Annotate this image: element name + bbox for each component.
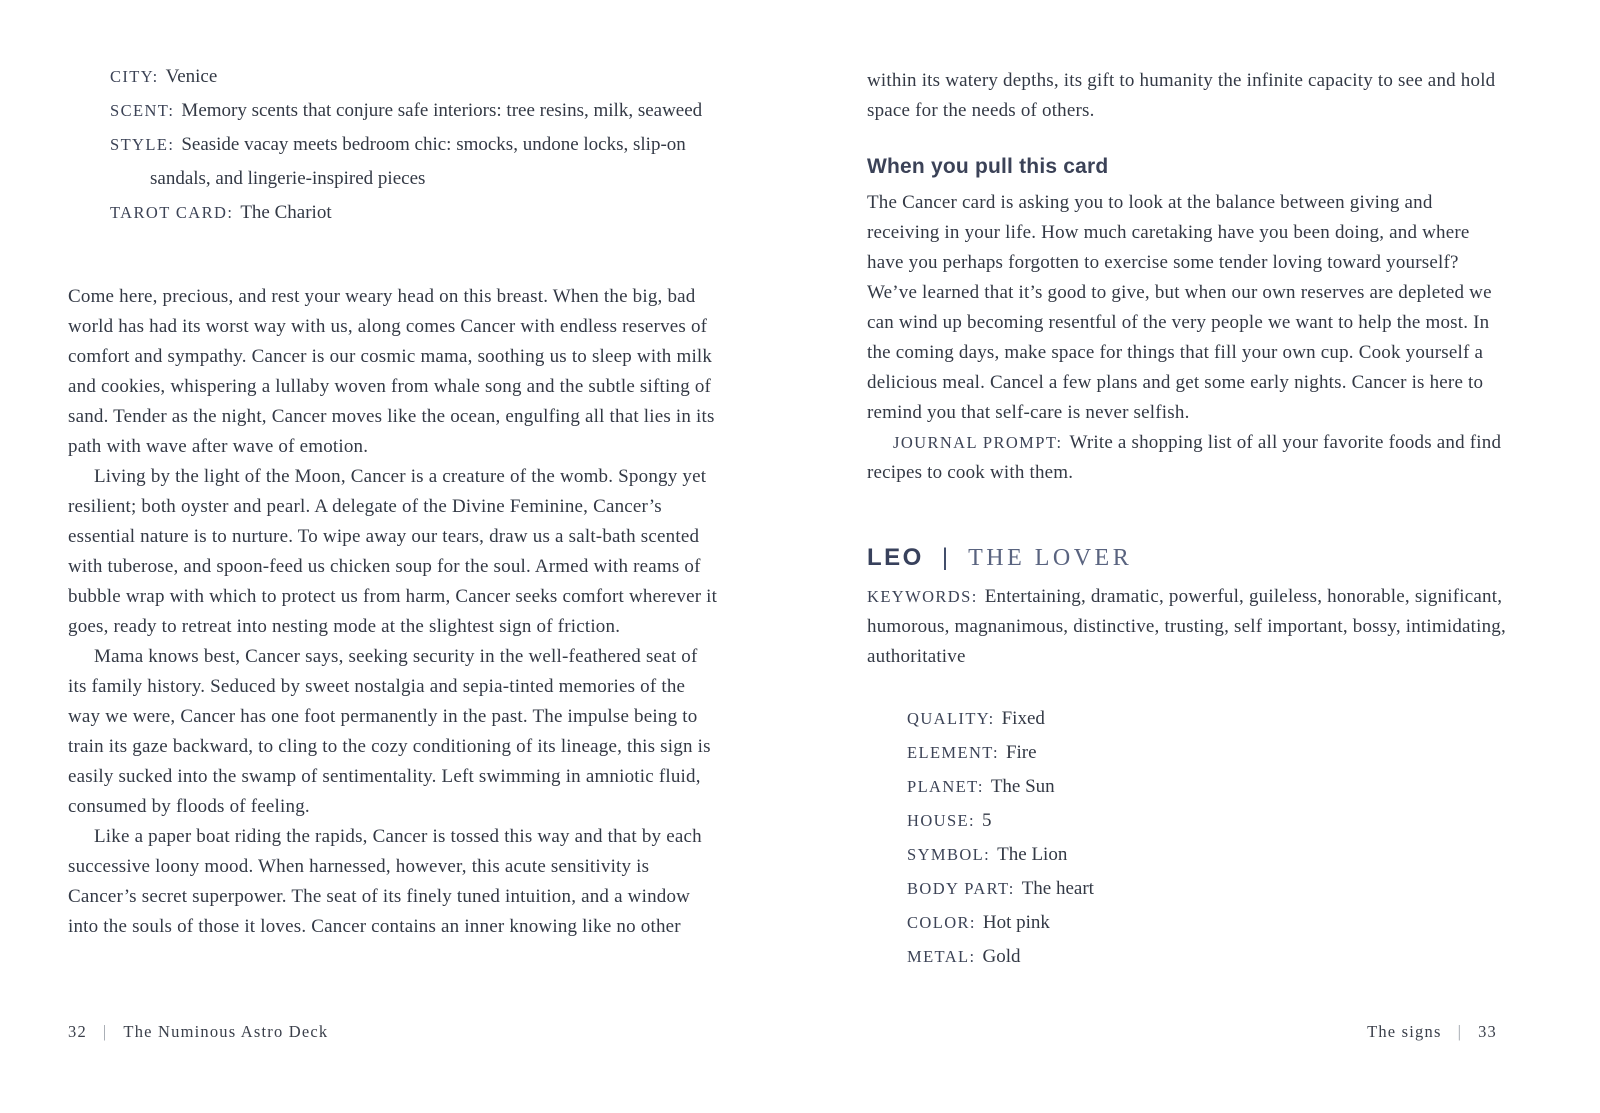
attribute-value: Seaside vacay meets bedroom chic: smocks, undone locks, slip-on sandals, and lingerie-inspired pieces: [150, 134, 686, 189]
attribute-value: The Sun: [990, 776, 1055, 797]
continuation-paragraph: within its watery depths, its gift to humanity the infinite capacity to see and hold space for the needs of others.: [867, 70, 1496, 121]
attribute-label: QUALITY:: [907, 709, 995, 728]
attribute-row-element: [867, 736, 1507, 770]
attribute-label: BODY PART:: [907, 879, 1015, 898]
attribute-row-style: [68, 128, 718, 196]
keywords-paragraph: [867, 582, 1507, 672]
attribute-value: Memory scents that conjure safe interiors: tree resins, milk, seaweed: [181, 100, 703, 121]
book-title: The Numinous Astro Deck: [123, 1022, 329, 1041]
attribute-row-house: [867, 804, 1507, 838]
attribute-value: The heart: [1021, 878, 1094, 899]
leo-section: [867, 544, 1507, 974]
keywords-text: Entertaining, dramatic, powerful, guileless, honorable, significant, humorous, magnanimous, distinctive, trusting, self important, bossy, intimidating, authoritative: [867, 586, 1506, 667]
attribute-row-symbol: [867, 838, 1507, 872]
section-heading: When you pull this card: [867, 155, 1109, 178]
attribute-label: TAROT CARD:: [110, 203, 234, 222]
journal-prompt-label: JOURNAL PROMPT:: [893, 433, 1063, 452]
attribute-row-quality: [867, 702, 1507, 736]
page-number: 32: [68, 1022, 87, 1041]
when-you-pull-section: [867, 155, 1507, 488]
paragraph: Living by the light of the Moon, Cancer is a creature of the womb. Spongy yet resilient; both oyster and pearl. A delegate of the Divine Feminine, Cancer’s essential nature is to nurture. To wipe away our tears, draw us a salt-bath scented with tuberose, and spoon-feed us chicken soup for the soul. Armed with reams of bubble wrap with which to protect us from harm, Cancer seeks comfort wherever it goes, ready to retreat into nesting mode at the slightest sign of friction.: [68, 466, 718, 637]
attribute-label: SCENT:: [110, 101, 175, 120]
attribute-row-planet: [867, 770, 1507, 804]
attribute-row-city: [68, 60, 718, 94]
attribute-label: COLOR:: [907, 913, 976, 932]
paragraph: Like a paper boat riding the rapids, Cancer is tossed this way and that by each successive loony mood. When harnessed, however, this acute sensitivity is Cancer’s secret superpower. The seat of its finely tuned intuition, and a window into the souls of those it loves. Cancer contains an inner knowing like no other: [68, 826, 702, 937]
attribute-label: ELEMENT:: [907, 743, 999, 762]
paragraph: The Cancer card is asking you to look at the balance between giving and receiving in your life. How much caretaking have you been doing, and where have you perhaps forgotten to exercise some tender loving toward yourself? We’ve learned that it’s good to give, but when our own reserves are depleted we can wind up becoming resentful of the very people we want to help the most. In the coming days, make space for things that fill your own cup. Cook yourself a delicious meal. Cancel a few plans and get some early nights. Cancer is here to remind you that self-care is never selfish.: [867, 192, 1492, 423]
attribute-value: Fire: [1005, 742, 1037, 763]
heading-separator: |: [941, 544, 949, 571]
sign-name: LEO: [867, 544, 924, 571]
attribute-value: The Lion: [997, 844, 1068, 865]
right-page-footer: [1367, 1022, 1497, 1042]
paragraph: Come here, precious, and rest your weary head on this breast. When the big, bad world has had its worst way with us, along comes Cancer with endless reserves of comfort and sympathy. Cancer is our cosmic mama, soothing us to sleep with milk and cookies, whispering a lullaby woven from whale song and the subtle sifting of sand. Tender as the night, Cancer moves like the ocean, engulfing all that lies in its path with wave after wave of emotion.: [68, 286, 715, 457]
cancer-attribute-list: [68, 60, 718, 230]
right-page-column: [867, 66, 1507, 974]
leo-attribute-list: [867, 702, 1507, 974]
attribute-label: SYMBOL:: [907, 845, 991, 864]
left-page-footer: [68, 1022, 328, 1042]
attribute-label: HOUSE:: [907, 811, 975, 830]
attribute-value: Venice: [165, 66, 218, 87]
cancer-description: [68, 282, 718, 942]
attribute-value: Fixed: [1001, 708, 1045, 729]
sign-heading: [867, 544, 1507, 572]
section-title: The signs: [1367, 1022, 1442, 1041]
attribute-label: STYLE:: [110, 135, 175, 154]
left-page-column: [68, 60, 718, 942]
attribute-row-color: [867, 906, 1507, 940]
attribute-value: The Chariot: [240, 202, 332, 223]
journal-prompt-paragraph: [867, 428, 1507, 488]
attribute-row-metal: [867, 940, 1507, 974]
page-number: 33: [1478, 1022, 1497, 1041]
footer-separator: |: [1457, 1022, 1463, 1041]
attribute-row-scent: [68, 94, 718, 128]
attribute-value: 5: [982, 810, 992, 831]
attribute-value: Hot pink: [982, 912, 1050, 933]
paragraph: Mama knows best, Cancer says, seeking security in the well-feathered seat of its family history. Seduced by sweet nostalgia and sepia-tinted memories of the way we were, Cancer has one foot permanently in the past. The impulse being to train its gaze backward, to cling to the cozy conditioning of its lineage, this sign is easily sucked into the swamp of sentimentality. Left swimming in amniotic fluid, consumed by floods of feeling.: [68, 646, 711, 817]
attribute-label: METAL:: [907, 947, 976, 966]
attribute-label: PLANET:: [907, 777, 984, 796]
footer-separator: |: [102, 1022, 108, 1041]
attribute-row-body-part: [867, 872, 1507, 906]
attribute-value: Gold: [982, 946, 1021, 967]
sign-epithet: THE LOVER: [968, 544, 1133, 571]
attribute-row-tarot-card: [68, 196, 718, 230]
journal-prompt-text: Write a shopping list of all your favorite foods and find recipes to cook with them.: [867, 432, 1502, 483]
attribute-label: CITY:: [110, 67, 159, 86]
keywords-label: KEYWORDS:: [867, 587, 978, 606]
